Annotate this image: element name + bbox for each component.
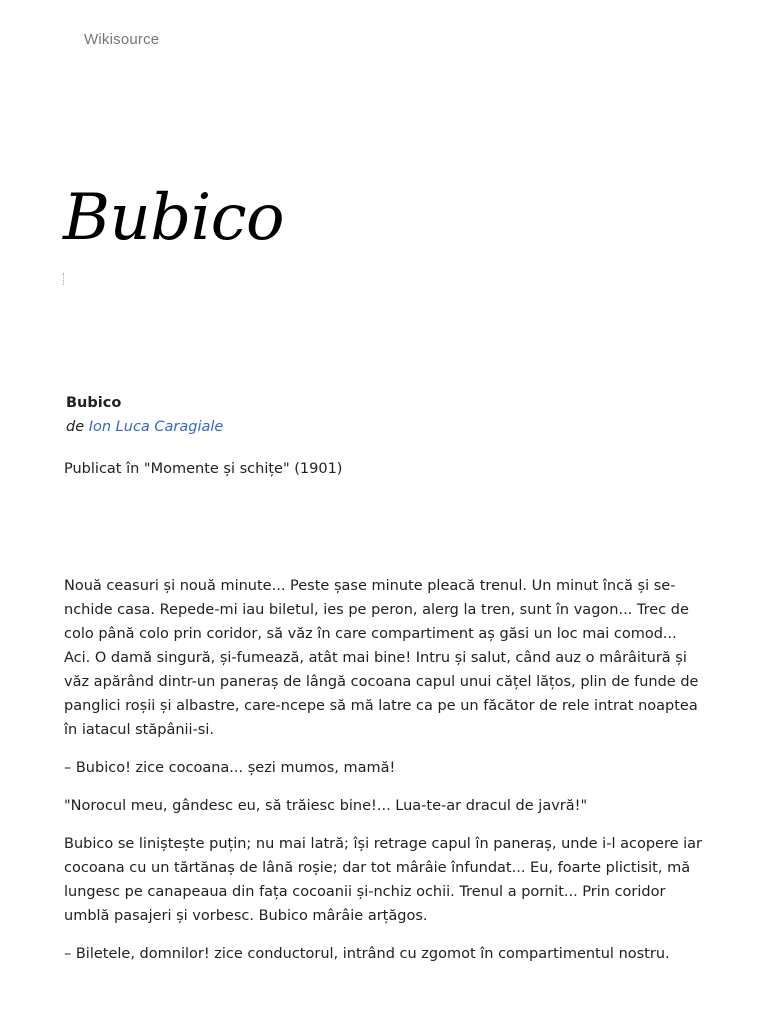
paragraph: Nouă ceasuri și nouă minute... Peste șase minute pleacă trenul. Un minut încă și se-nchide casa. Repede-mi iau biletul, ies pe peron, alerg la tren, sunt în vagon... Trec de colo până colo prin coridor, să văz în care compartiment aș găsi un loc mai comod... Aci. O damă singură, și-fumează, atât mai bine! Intru și salut, când auz o mârâitură și văz apărând dintr-un paneraș de lângă cocoana capul unui cățel lățos, plin de funde de panglici roșii și albastre, care-ncepe să mă latre ca pe un făcător de rele intrat noaptea în iatacul stăpânii-si. <box>64 578 699 738</box>
byline <box>66 415 223 439</box>
work-header <box>66 392 223 439</box>
paragraph: Bubico se liniștește puțin; nu mai latră; își retrage capul în paneraș, unde i-l acopere iar cocoana cu un tărtănaș de lână roșie; dar tot mârâie înfundat... Eu, foarte plictisit, mă lungesc pe canapeaua din fața cocoanii și-nchiz ochii. Trenul a pornit... Prin coridor umblă pasajeri și vorbesc. Bubico mârâie arțăgos. <box>64 836 702 924</box>
site-name[interactable]: Wikisource <box>84 31 160 48</box>
publication-note: Publicat în "Momente și schițe" (1901) <box>64 461 343 477</box>
author-link[interactable]: Ion Luca Caragiale <box>88 419 224 435</box>
paragraph: "Norocul meu, gândesc eu, să trăiesc bine!... Lua-te-ar dracul de javră!" <box>64 798 588 814</box>
byline-prefix: de <box>66 419 89 435</box>
body-text <box>64 574 706 980</box>
title-divider-marker <box>63 273 66 285</box>
paragraph: – Bubico! zice cocoana... șezi mumos, mamă! <box>64 760 396 776</box>
paragraph: – Biletele, domnilor! zice conductorul, intrând cu zgomot în compartimentul nostru. <box>64 946 670 962</box>
page-title: Bubico <box>63 181 285 255</box>
work-title: Bubico <box>66 395 122 411</box>
